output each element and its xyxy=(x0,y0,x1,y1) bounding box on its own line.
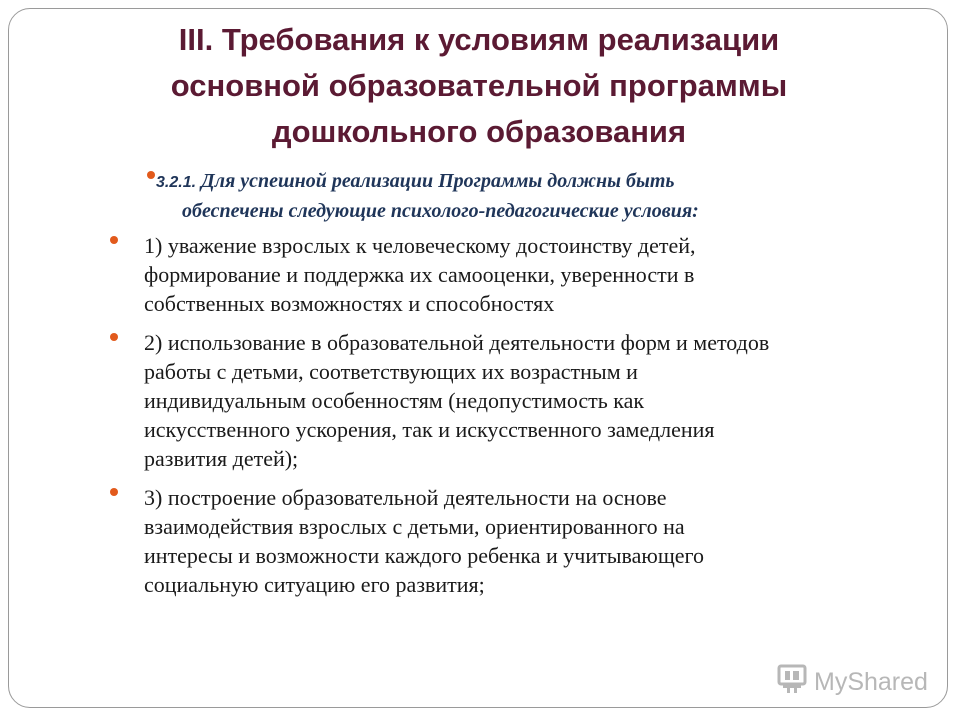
conditions-list xyxy=(144,231,914,599)
watermark-text: MyShared xyxy=(814,667,928,696)
intro-paragraph xyxy=(156,167,876,225)
list-item-line: взаимодействия взрослых с детьми, ориентированного на xyxy=(144,514,685,539)
list-item-line: собственных возможностях и способностях xyxy=(144,291,555,316)
list-item xyxy=(144,483,914,599)
list-item xyxy=(144,328,914,473)
mysahred-logo-icon xyxy=(776,664,814,701)
title-line: основной образовательной программы xyxy=(170,68,788,103)
list-item-line: 3) построение образовательной деятельности на основе xyxy=(144,485,667,510)
intro-line: Для успешной реализации Программы должны быть xyxy=(201,170,675,192)
list-item-line: индивидуальным особенностям (недопустимость как xyxy=(144,388,645,413)
title-line: дошкольного образования xyxy=(271,114,687,149)
bullet-icon xyxy=(147,171,155,179)
list-item-line: формирование и поддержка их самооценки, уверенности в xyxy=(144,262,695,287)
list-item-line: работы с детьми, соответствующих их возрастным и xyxy=(144,359,638,384)
list-item-line: искусственного ускорения, так и искусственного замедления xyxy=(144,417,715,442)
list-item-line: социальную ситуацию его развития; xyxy=(144,572,485,597)
title-line: III. Требования к условиям реализации xyxy=(178,22,780,57)
list-item-line: 2) использование в образовательной деятельности форм и методов xyxy=(144,330,770,355)
watermark xyxy=(776,665,928,699)
list-item-line: интересы и возможности каждого ребенка и учитывающего xyxy=(144,543,705,568)
section-number: 3.2.1. xyxy=(156,174,197,191)
slide-frame xyxy=(8,8,948,708)
bullet-icon xyxy=(110,488,118,496)
bullet-icon xyxy=(110,236,118,244)
slide-title xyxy=(69,17,889,155)
list-item xyxy=(144,231,914,318)
bullet-icon xyxy=(110,333,118,341)
list-item-line: 1) уважение взрослых к человеческому достоинству детей, xyxy=(144,233,696,258)
list-item-line: развития детей); xyxy=(144,446,299,471)
intro-line: обеспечены следующие психолого-педагогические условия: xyxy=(182,200,699,222)
